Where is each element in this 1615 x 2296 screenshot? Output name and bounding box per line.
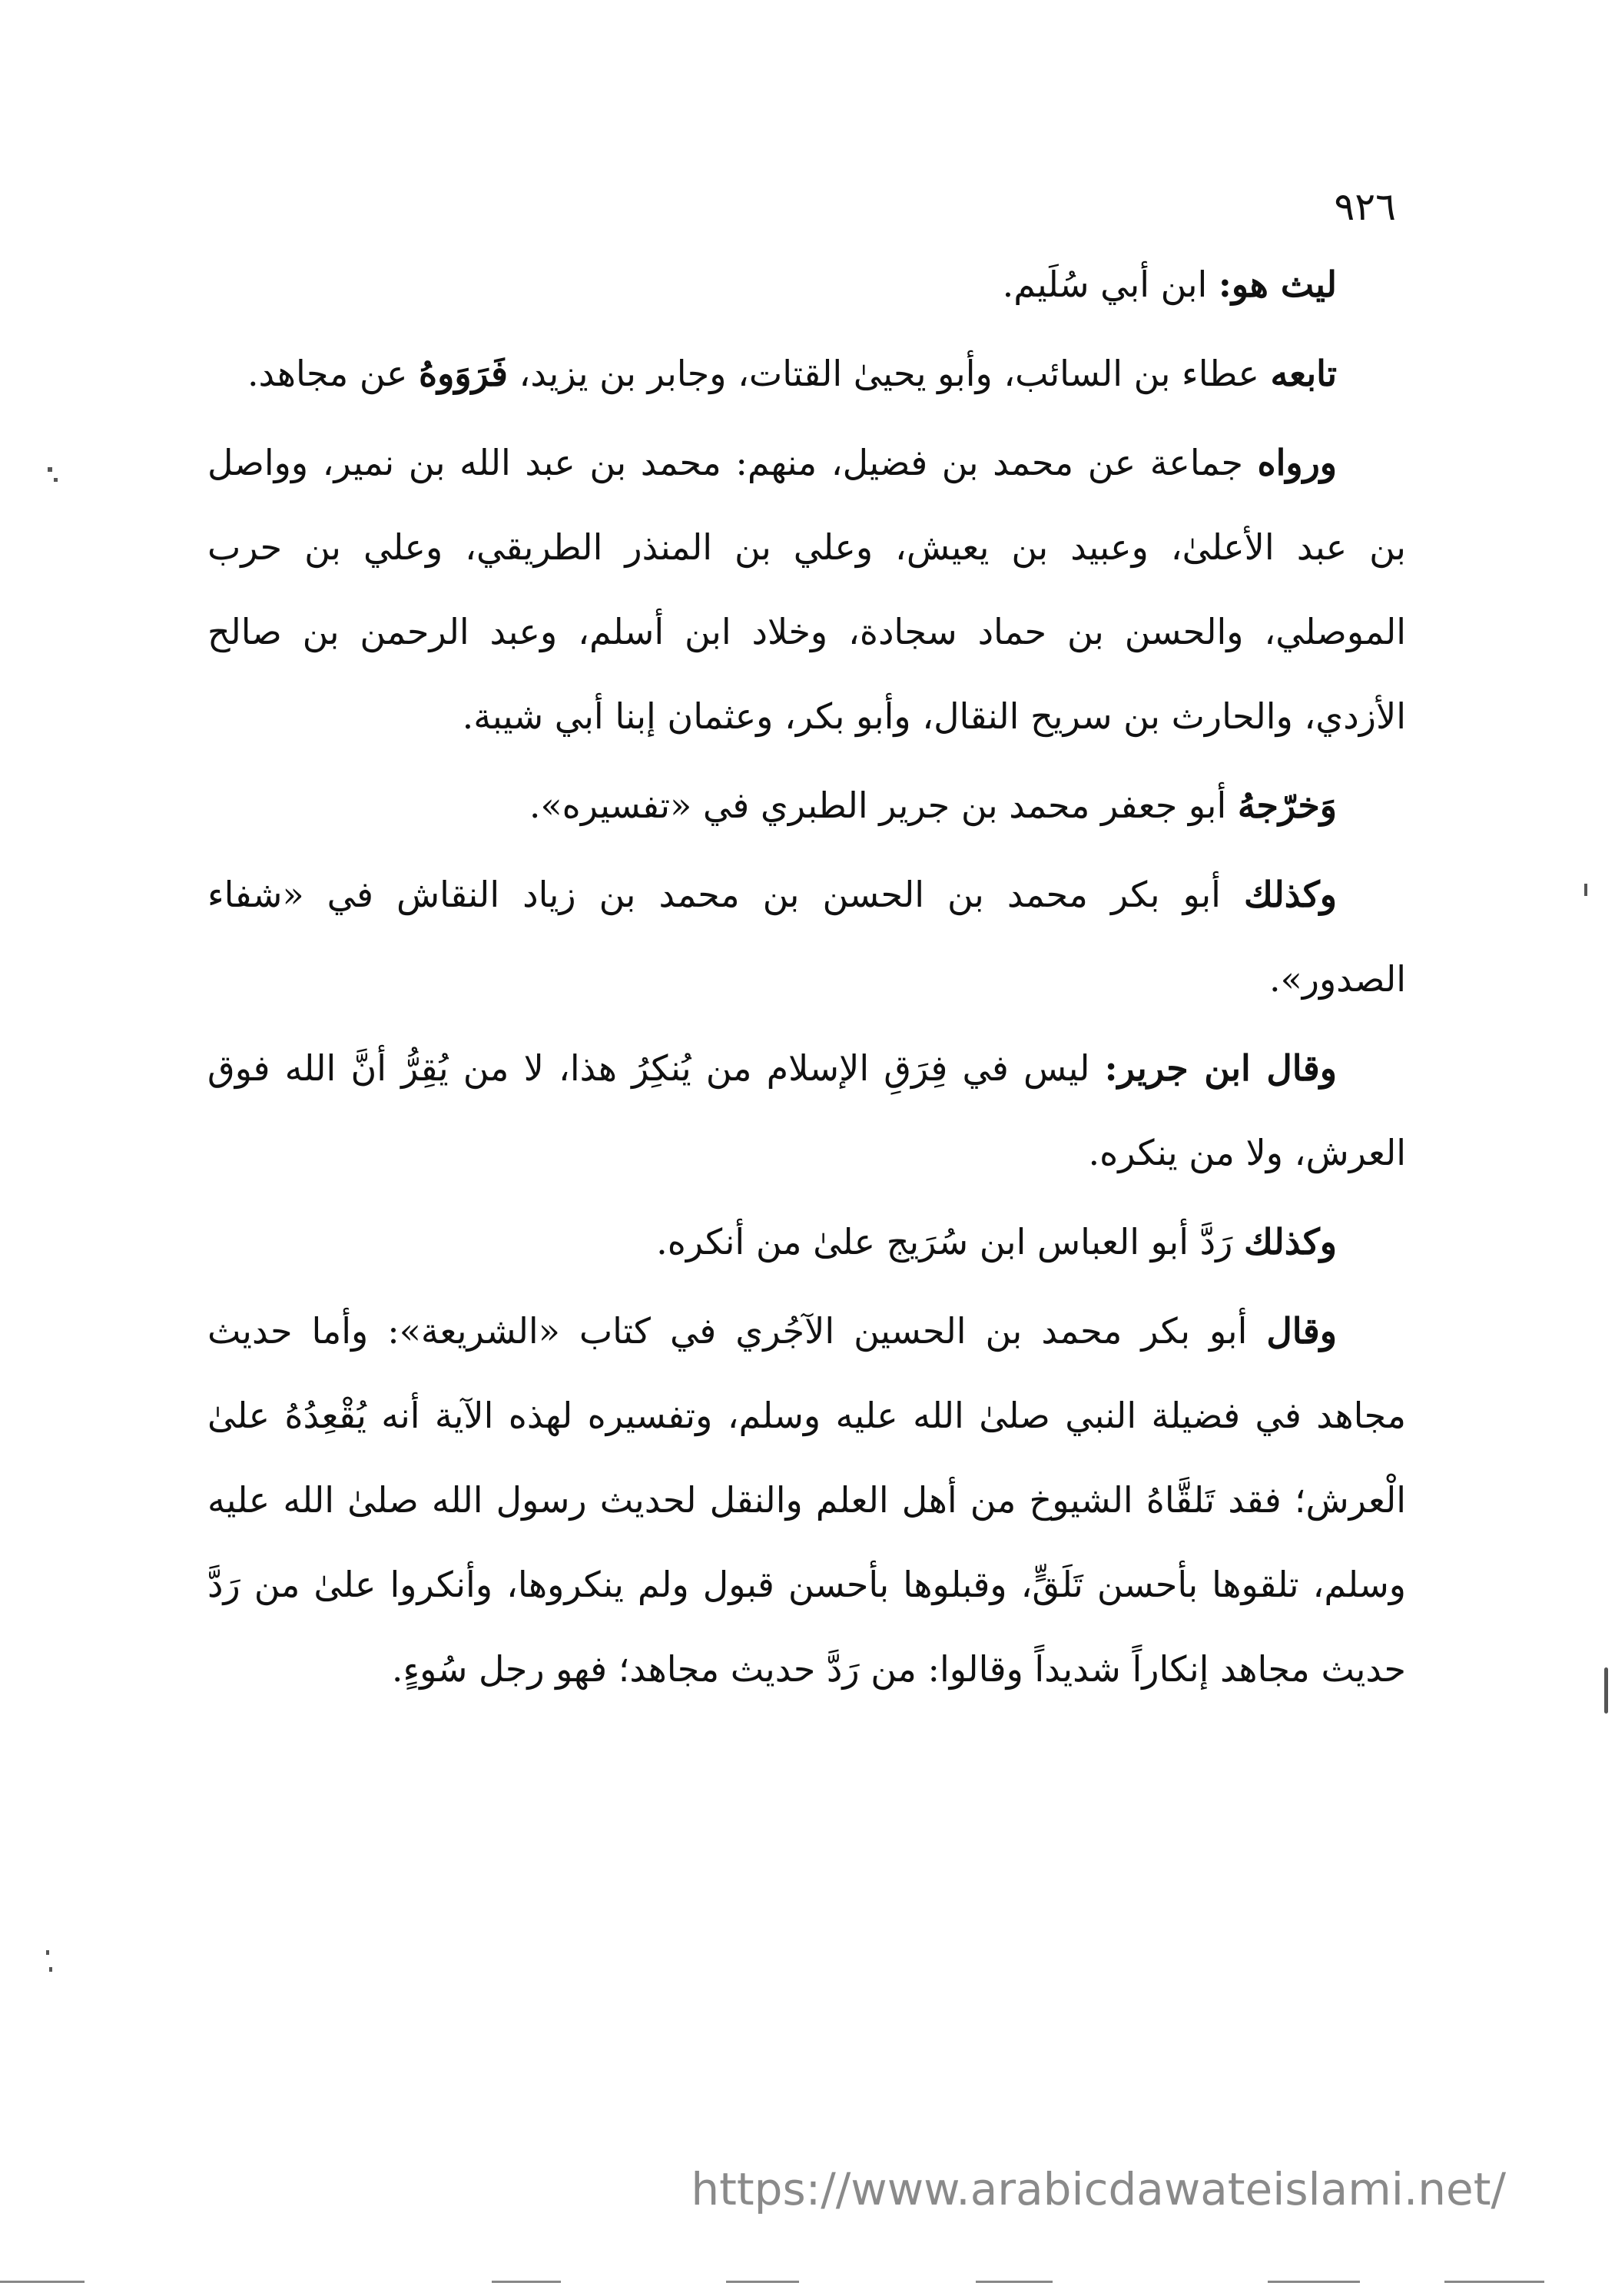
paragraph-highlight: فَرَوَوهُ	[419, 353, 508, 394]
paragraph-lead: تابعه	[1270, 353, 1337, 394]
paragraph-tail: عن مجاهد.	[247, 353, 420, 394]
paragraph-lead: وقال ابن جرير:	[1104, 1047, 1337, 1089]
paragraph-4	[207, 763, 1406, 848]
scan-speck	[48, 467, 52, 472]
scan-speck	[46, 1950, 49, 1955]
main-text	[207, 242, 1406, 1716]
paragraph-text: أبو بكر محمد بن الحسين الآجُري في كتاب «الشريعة»: وأما حديث مجاهد في فضيلة النبي صلىٰ الله عليه وسلم، وتفسيره لهذه الآية أنه يُقْعِدُهُ علىٰ الْعرش؛ فقد تَلقَّاهُ الشيوخ من أهل العلم والنقل لحديث رسول الله صلىٰ الله عليه وسلم، تلقوها بأحسن تَلَقٍّ، وقبلوها بأحسن قبول ولم ينكروها، وأنكروا علىٰ من رَدَّ حديث مجاهد إنكاراً شديداً وقالوا: من رَدَّ حديث مجاهد؛ فهو رجل سُوءٍ.	[207, 1310, 1406, 1690]
paragraph-text: عطاء بن السائب، وأبو يحيىٰ القتات، وجابر بن يزيد،	[507, 353, 1271, 394]
paragraph-text: أبو جعفر محمد بن جرير الطبري في «تفسيره».	[529, 785, 1238, 826]
scan-bottom-rule	[976, 2281, 1053, 2283]
page-number: ٩٢٦	[1334, 184, 1396, 229]
paragraph-lead: ليث هو:	[1218, 264, 1337, 305]
paragraph-lead: وقال	[1266, 1310, 1337, 1352]
scan-bottom-rule	[0, 2281, 85, 2283]
paragraph-6	[207, 1026, 1406, 1195]
paragraph-3	[207, 420, 1406, 758]
scan-bottom-rule	[726, 2281, 799, 2283]
paragraph-7	[207, 1199, 1406, 1284]
paragraph-lead: وكذلك	[1243, 874, 1337, 915]
paragraph-lead: ورواه	[1257, 442, 1337, 483]
paragraph-1	[207, 242, 1406, 327]
watermark-url: https://www.arabicdawateislami.net/	[691, 2163, 1506, 2215]
paragraph-lead: وكذلك	[1243, 1221, 1337, 1262]
paragraph-text: ليس في فِرَقِ الإسلام من يُنكِرُ هذا، لا من يُقِرُّ أنَّ الله فوق العرش، ولا من ينكره.	[207, 1047, 1406, 1173]
paragraph-8	[207, 1289, 1406, 1711]
scan-edge-mark	[1604, 1667, 1608, 1714]
paragraph-5	[207, 852, 1406, 1021]
paragraph-lead: وَخرّجهُ	[1237, 785, 1337, 826]
scan-bottom-rule	[492, 2281, 561, 2283]
scan-bottom-rule	[1444, 2281, 1544, 2283]
paragraph-text: جماعة عن محمد بن فضيل، منهم: محمد بن عبد الله بن نمير، وواصل بن عبد الأعلىٰ، وعبيد بن يعيش، وعلي بن المنذر الطريقي، وعلي بن حرب الموصلي، والحسن بن حماد سجادة، وخلاد ابن أسلم، وعبد الرحمن بن صالح الأزدي، والحارث بن سريح النقال، وأبو بكر، وعثمان إبنا أبي شيبة.	[207, 442, 1406, 737]
scan-speck	[1584, 884, 1587, 896]
scan-speck	[49, 1967, 52, 1972]
scan-bottom-rule	[1268, 2281, 1360, 2283]
paragraph-text: ابن أبي سُلَيم.	[1002, 264, 1219, 305]
paragraph-text: رَدَّ أبو العباس ابن سُرَيج علىٰ من أنكره.	[656, 1221, 1244, 1262]
paragraph-text: أبو بكر محمد بن الحسن بن محمد بن زياد النقاش في «شفاء الصدور».	[207, 874, 1406, 1000]
scan-speck	[54, 478, 58, 482]
paragraph-2	[207, 331, 1406, 416]
